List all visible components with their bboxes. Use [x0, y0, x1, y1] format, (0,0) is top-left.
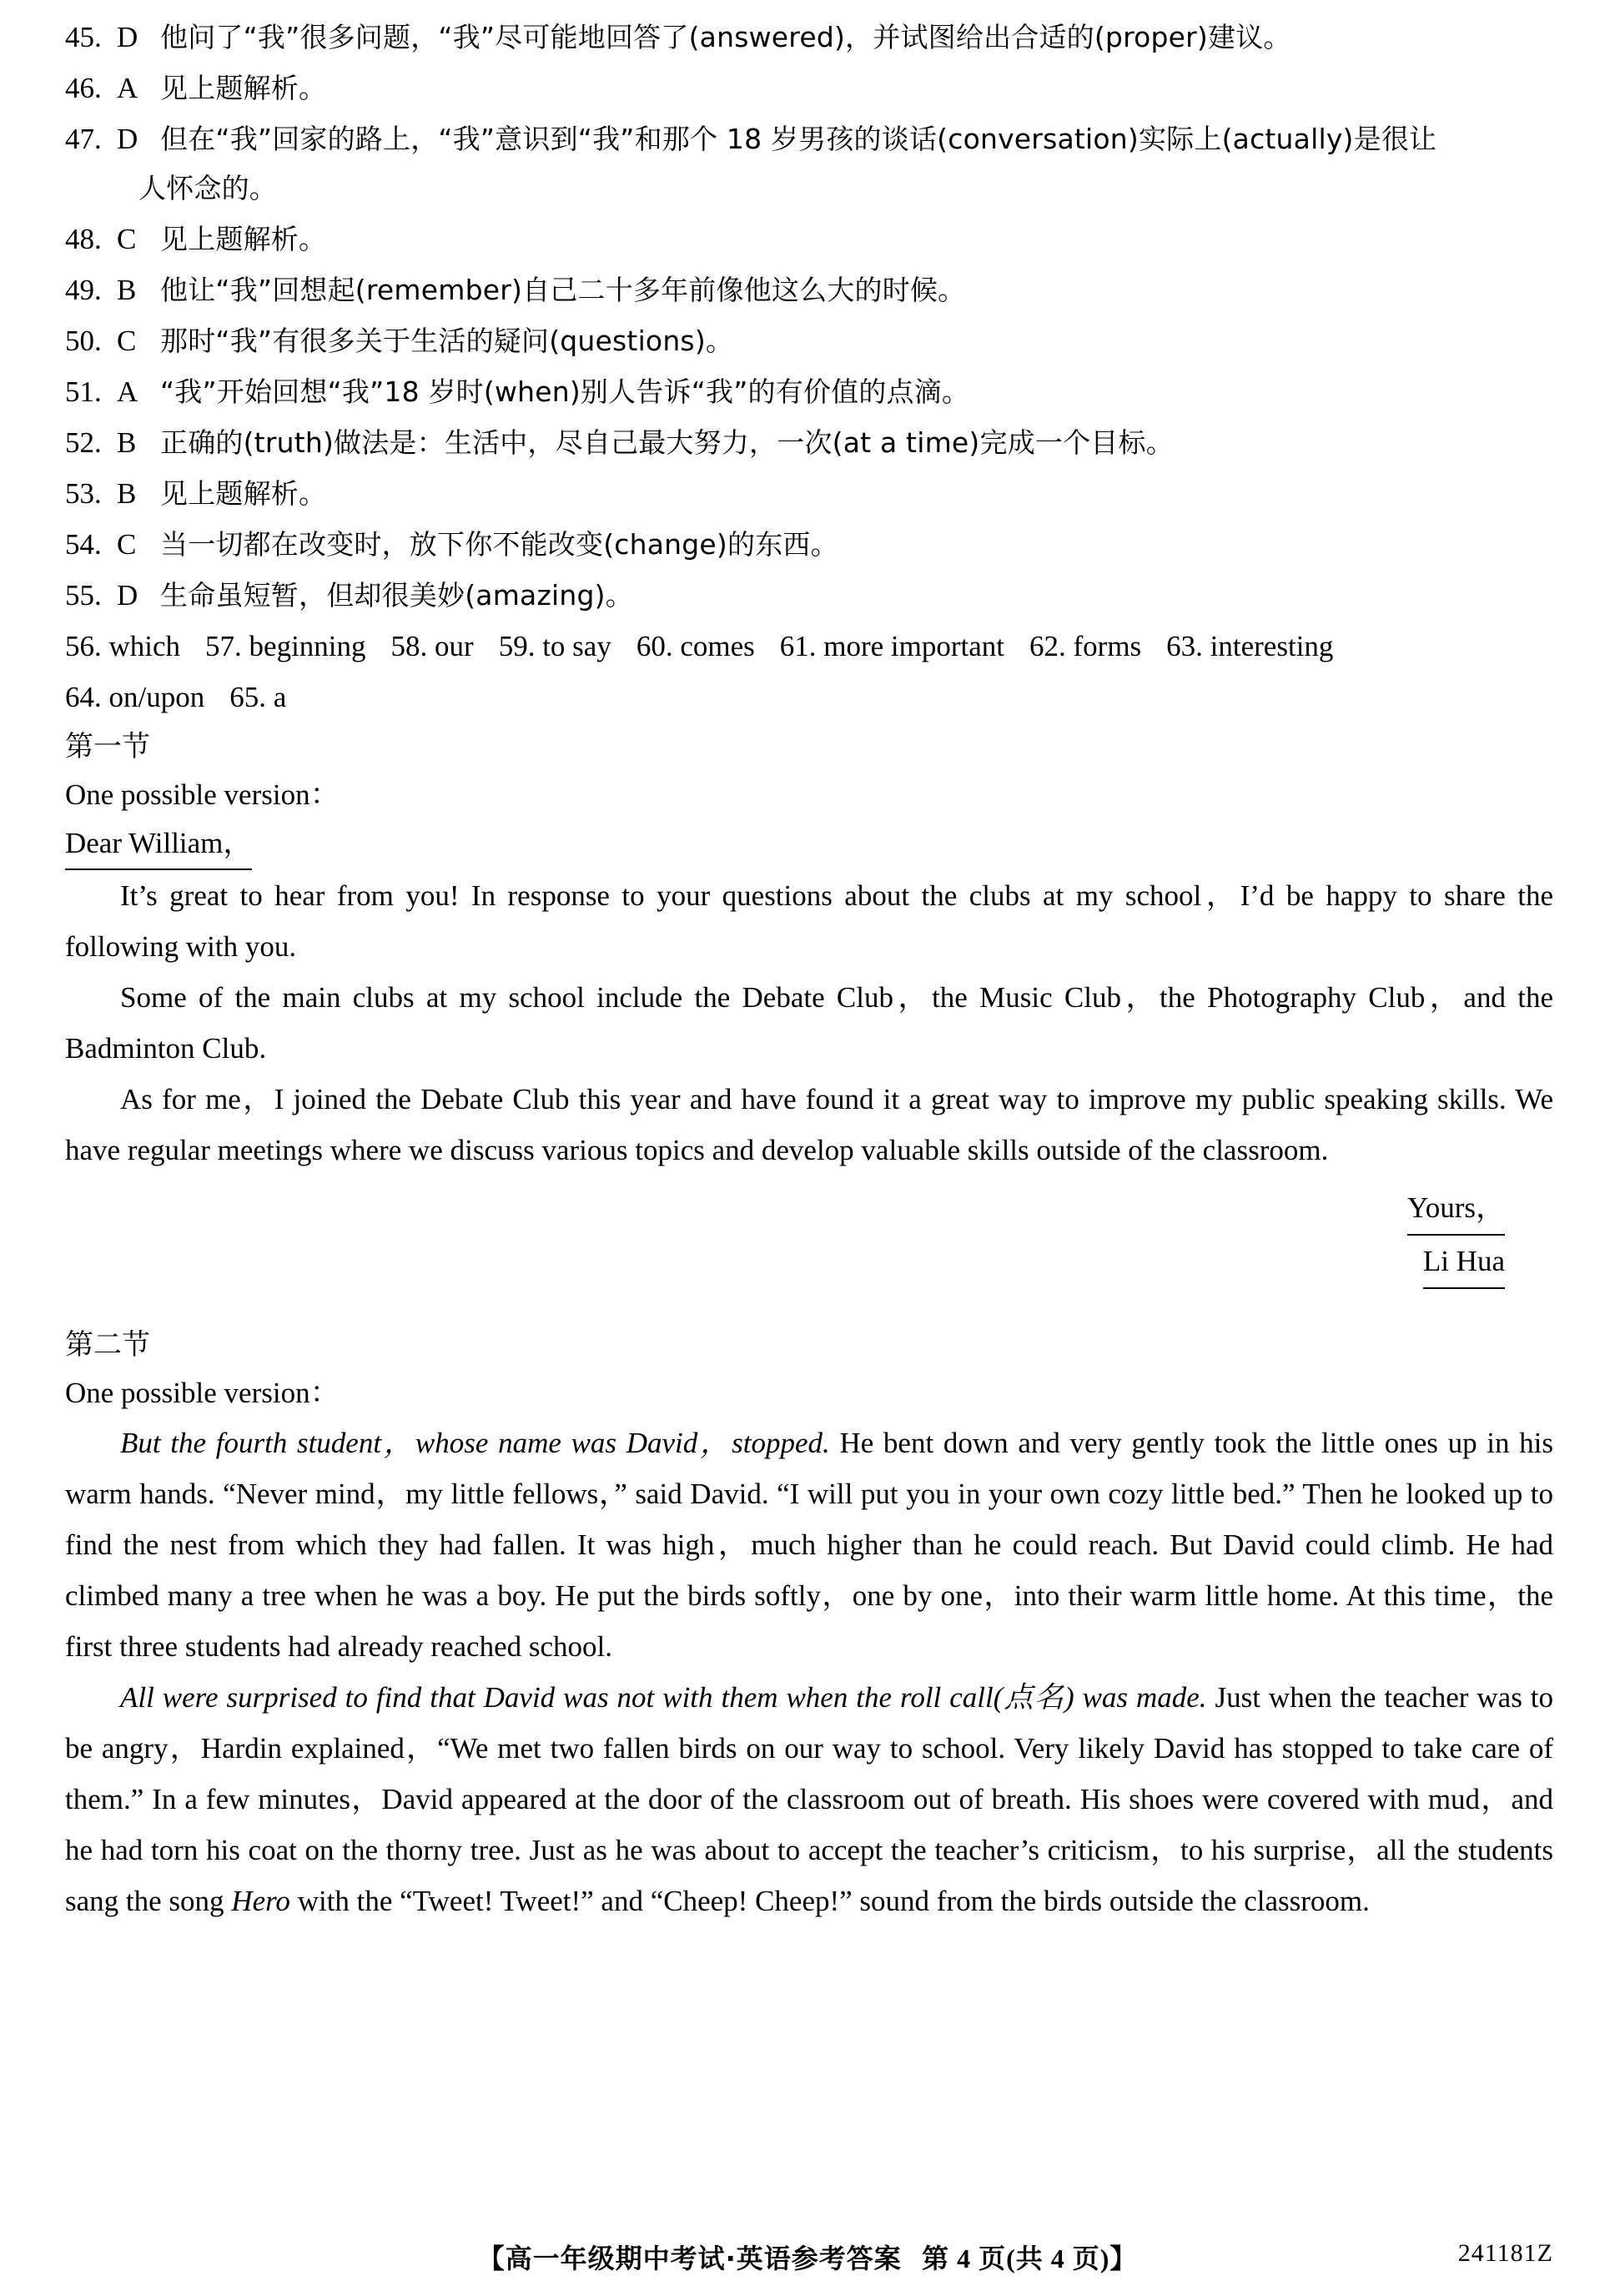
answer-explanation: 生命虽短暂，但却很美妙(amazing)。: [160, 579, 633, 612]
section-two-version-label: One possible version：: [65, 1377, 340, 1409]
continuation-paragraph-two: [65, 1672, 1553, 1926]
answer-number: 53.: [65, 477, 102, 510]
letter-closing-wrap: [65, 1182, 1505, 1236]
answer-row: [65, 264, 1553, 315]
answer-key-list: [65, 12, 1553, 621]
fill-in-number: 59.: [498, 630, 536, 662]
answer-choice: C: [117, 223, 137, 255]
fill-in-number: 64.: [65, 681, 102, 713]
answer-row: [65, 519, 1553, 570]
answer-explanation: “我”开始回想“我”18 岁时(when)别人告诉“我”的有价值的点滴。: [160, 375, 970, 408]
fill-in-answer: a: [273, 681, 287, 713]
continuation-text-two: Just when the teacher was to be angry，Hardin explained，“We met two fallen birds on our way to school. Very likely David has stopped to take care of them.” In a few minutes，David appeared at the door of the classroom out of breath. His shoes were covered with mud，and he had torn his coat on the thorny tree. Just as he was about to accept the teacher’s criticism，to his surprise，all the students sang the song: [65, 1681, 1553, 1917]
answer-explanation-continued: 人怀念的。: [138, 172, 277, 204]
answer-number: 49.: [65, 274, 102, 306]
page-content: [65, 12, 1553, 1926]
answer-number: 47.: [65, 123, 102, 155]
fill-in-blanks-row: [65, 672, 1553, 723]
answer-choice: C: [117, 325, 137, 357]
answer-row: [65, 366, 1553, 417]
answer-choice: D: [117, 579, 138, 612]
answer-row: [65, 570, 1553, 621]
answer-choice: D: [117, 123, 138, 155]
song-title: Hero: [231, 1885, 290, 1917]
fill-in-number: 60.: [636, 630, 673, 662]
fill-in-answer: comes: [680, 630, 755, 662]
letter-signature-wrap: [65, 1236, 1505, 1289]
answer-explanation: 当一切都在改变时，放下你不能改变(change)的东西。: [160, 528, 838, 561]
fill-in-number: 63.: [1166, 630, 1203, 662]
fill-in-answer: interesting: [1210, 630, 1334, 662]
fill-in-item: [499, 621, 611, 672]
answer-row: [65, 63, 1553, 113]
letter-paragraph: It’s great to hear from you! In response to your questions about the clubs at my school，I’d be happy to share the following with you.: [65, 879, 1553, 963]
fill-in-answer: on/upon: [108, 681, 205, 713]
fill-in-number: 61.: [779, 630, 817, 662]
answer-number: 48.: [65, 223, 102, 255]
answer-number: 50.: [65, 325, 102, 357]
answer-explanation: 正确的(truth)做法是：生活中，尽自己最大努力，一次(at a time)完成一个目标。: [160, 426, 1174, 459]
answer-choice: A: [117, 375, 138, 408]
fill-in-item: [391, 621, 474, 672]
fill-in-item: [65, 672, 204, 723]
letter-salutation-wrap: [65, 819, 1553, 870]
answer-row: [65, 468, 1553, 519]
letter-signature: Li Hua: [1423, 1236, 1505, 1289]
fill-in-item: [205, 621, 365, 672]
answer-choice: D: [117, 21, 138, 53]
answer-explanation: 他让“我”回想起(remember)自己二十多年前像他这么大的时候。: [160, 274, 966, 306]
continuation-paragraph-one: [65, 1417, 1553, 1672]
section-one-version-label: One possible version：: [65, 778, 340, 811]
answer-explanation: 见上题解析。: [160, 477, 327, 510]
given-sentence-one: But the fourth student，whose name was David，stopped.: [120, 1427, 830, 1459]
fill-in-number: 62.: [1029, 630, 1066, 662]
fill-in-answer: forms: [1073, 630, 1142, 662]
answer-row: [65, 315, 1553, 366]
fill-in-answer: our: [435, 630, 474, 662]
fill-in-item: [1166, 621, 1333, 672]
letter-salutation: Dear William，: [65, 819, 252, 870]
letter-paragraph: Some of the main clubs at my school include the Debate Club，the Music Club，the Photography Club，and the Badminton Club.: [65, 981, 1553, 1065]
fill-in-answer: beginning: [249, 630, 366, 662]
letter-signature-block: [65, 1182, 1553, 1289]
answer-row: [65, 214, 1553, 264]
letter-paragraph: As for me，I joined the Debate Club this year and have found it a great way to improve my public speaking skills. We have regular meetings where we discuss various topics and develop valuable skills outside of the classroom.: [65, 1083, 1553, 1166]
answer-number: 55.: [65, 579, 102, 612]
answer-number: 46.: [65, 72, 102, 104]
answer-row: [65, 417, 1553, 468]
fill-in-number: 56.: [65, 630, 102, 662]
footer-page-number: 第 4 页(共 4 页)】: [922, 2243, 1138, 2273]
answer-number: 52.: [65, 426, 102, 459]
answer-row: [65, 113, 1553, 214]
answer-choice: B: [117, 477, 137, 510]
fill-in-answer: which: [108, 630, 181, 662]
footer-exam-title: 【高一年级期中考试·英语参考答案: [477, 2243, 902, 2274]
given-sentence-two: All were surprised to find that David was not with them when the roll call(点名) was made.: [120, 1681, 1207, 1714]
answer-explanation: 见上题解析。: [160, 223, 327, 255]
section-two-heading: 第二节: [65, 1328, 150, 1362]
fill-in-answer: more important: [823, 630, 1005, 662]
answer-number: 51.: [65, 375, 102, 408]
fill-in-blanks-row: [65, 621, 1553, 672]
fill-in-number: 58.: [390, 630, 428, 662]
answer-choice: B: [117, 274, 137, 306]
fill-in-item: [229, 672, 286, 723]
answer-number: 54.: [65, 528, 102, 561]
fill-in-answer: to say: [542, 630, 611, 662]
answer-choice: C: [117, 528, 137, 561]
fill-in-item: [65, 621, 180, 672]
answer-explanation: 他问了“我”很多问题，“我”尽可能地回答了(answered)，并试图给出合适的(proper)建议。: [160, 21, 1291, 53]
footer-center-block: [0, 2238, 1615, 2276]
letter-closing: Yours，: [1407, 1182, 1505, 1236]
fill-in-item: [1029, 621, 1141, 672]
answer-choice: B: [117, 426, 137, 459]
answer-choice: A: [117, 72, 138, 104]
answer-explanation: 但在“我”回家的路上，“我”意识到“我”和那个 18 岁男孩的谈话(conversation)实际上(actually)是很让: [160, 123, 1437, 155]
continuation-text-one: He bent down and very gently took the little ones up in his warm hands. “Never mind，my little fellows，” said David. “I will put you in your own cozy little bed.” Then he looked up to find the nest from which they had fallen. It was high，much higher than he could reach. But David could climb. He had climbed many a tree when he was a boy. He put the birds softly，one by one，into their warm little home. At this time，the first three students had already reached school.: [65, 1427, 1553, 1663]
fill-in-number: 57.: [205, 630, 242, 662]
answer-number: 45.: [65, 21, 102, 53]
fill-in-number: 65.: [229, 681, 266, 713]
fill-in-item: [636, 621, 755, 672]
answer-row: [65, 12, 1553, 63]
answer-explanation: 见上题解析。: [160, 72, 327, 104]
fill-in-item: [780, 621, 1004, 672]
section-one-heading: 第一节: [65, 730, 150, 763]
footer-paper-code: 241181Z: [1457, 2239, 1553, 2267]
answer-explanation: 那时“我”有很多关于生活的疑问(questions)。: [160, 325, 734, 357]
continuation-text-two-tail: with the “Tweet! Tweet!” and “Cheep! Cheep!” sound from the birds outside the classroom.: [289, 1885, 1370, 1917]
page-footer: [0, 2238, 1615, 2283]
